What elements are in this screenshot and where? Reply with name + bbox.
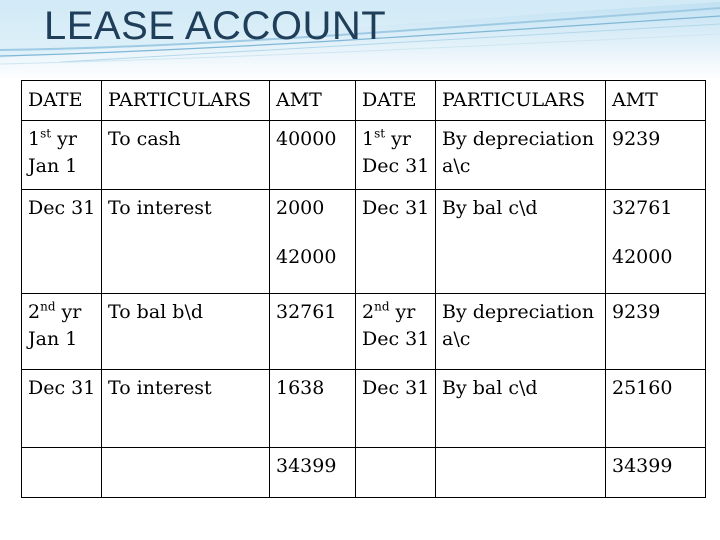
particulars-cell: To interest [102,370,270,448]
date-cell [356,294,436,370]
column-header-amount: AMT [606,81,706,121]
date-day: Dec 31 [362,328,430,350]
date-cell: Dec 31 [356,370,436,448]
column-header-particulars: PARTICULARS [102,81,270,121]
column-header-particulars: PARTICULARS [436,81,606,121]
table-row [22,190,706,294]
date-cell [356,121,436,190]
amount-cell: 40000 [270,121,356,190]
table-row [22,294,706,370]
date-year: 1st yr [28,126,77,150]
column-header-amount: AMT [270,81,356,121]
date-year: 1st yr [362,126,411,150]
table-row [22,370,706,448]
date-cell: Dec 31 [356,190,436,294]
date-cell: Dec 31 [22,370,102,448]
column-header-date: DATE [22,81,102,121]
particulars-cell: To interest [102,190,270,294]
date-year: 2nd yr [28,299,82,323]
amount-cell: 25160 [606,370,706,448]
date-cell [22,294,102,370]
date-day: Dec 31 [362,155,430,177]
column-header-date: DATE [356,81,436,121]
total-amount: 42000 [276,246,337,268]
amount-cell: 2000 42000 [270,190,356,294]
empty-cell [22,448,102,498]
amount-cell: 9239 [606,294,706,370]
date-day: Jan 1 [28,328,78,350]
empty-cell [102,448,270,498]
empty-cell [356,448,436,498]
particulars-cell: By depreciation a\c [436,121,606,190]
totals-row [22,448,706,498]
total-amount: 42000 [612,246,673,268]
particulars-cell: By depreciation a\c [436,294,606,370]
total-amount: 34399 [270,448,356,498]
date-day: Jan 1 [28,155,78,177]
amount-cell: 32761 42000 [606,190,706,294]
empty-cell [436,448,606,498]
amount-cell: 9239 [606,121,706,190]
date-year: 2nd yr [362,299,416,323]
amount-cell: 1638 [270,370,356,448]
date-cell: Dec 31 [22,190,102,294]
total-amount: 34399 [606,448,706,498]
page-title: LEASE ACCOUNT [44,4,387,48]
table-row [22,121,706,190]
amount-cell: 32761 [270,294,356,370]
particulars-cell: By bal c\d [436,190,606,294]
header-row [22,81,706,121]
lease-account-table [21,80,706,498]
particulars-cell: To bal b\d [102,294,270,370]
particulars-cell: By bal c\d [436,370,606,448]
particulars-cell: To cash [102,121,270,190]
date-cell [22,121,102,190]
